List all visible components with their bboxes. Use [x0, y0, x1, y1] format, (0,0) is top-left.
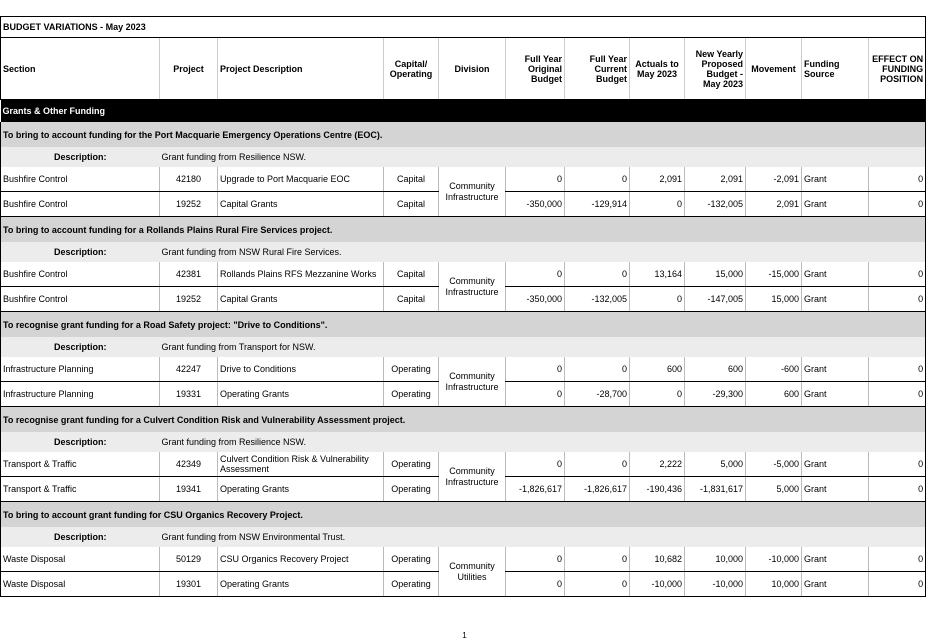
header-current-budget: Full Year Current Budget — [565, 38, 630, 100]
cell-division: Community Infrastructure — [439, 357, 506, 407]
cell-description: CSU Organics Recovery Project — [218, 547, 384, 572]
group-description: Grant funding from NSW Environmental Trust. — [160, 527, 926, 547]
cell-capital-operating: Operating — [384, 477, 439, 502]
cell-actuals: 2,222 — [630, 452, 685, 477]
cell-proposed-budget: 5,000 — [685, 452, 746, 477]
group-description-row — [1, 147, 926, 167]
cell-capital-operating: Operating — [384, 572, 439, 597]
cell-section: Transport & Traffic — [1, 477, 160, 502]
budget-variations-table — [0, 16, 926, 597]
cell-actuals: 600 — [630, 357, 685, 382]
cell-section: Bushfire Control — [1, 287, 160, 312]
cell-funding-source: Grant — [802, 262, 869, 287]
cell-description: Culvert Condition Risk & Vulnerability Assessment — [218, 452, 384, 477]
cell-original-budget: -1,826,617 — [506, 477, 565, 502]
cell-description: Operating Grants — [218, 477, 384, 502]
cell-current-budget: -28,700 — [565, 382, 630, 407]
cell-capital-operating: Operating — [384, 357, 439, 382]
title-row — [1, 17, 926, 38]
cell-project: 42349 — [160, 452, 218, 477]
description-label: Description: — [1, 337, 160, 357]
cell-movement: 2,091 — [746, 192, 802, 217]
cell-movement: 15,000 — [746, 287, 802, 312]
group-description: Grant funding from Resilience NSW. — [160, 432, 926, 452]
cell-original-budget: 0 — [506, 167, 565, 192]
cell-funding-source: Grant — [802, 382, 869, 407]
header-section: Section — [1, 38, 160, 100]
cell-proposed-budget: -1,831,617 — [685, 477, 746, 502]
cell-division: Community Utilities — [439, 547, 506, 597]
header-capital-operating: Capital/ Operating — [384, 38, 439, 100]
group-description-row — [1, 337, 926, 357]
table-row — [1, 547, 926, 572]
cell-effect: 0 — [869, 192, 926, 217]
table-row — [1, 262, 926, 287]
cell-effect: 0 — [869, 547, 926, 572]
group-heading: To recognise grant funding for a Culvert Condition Risk and Vulnerability Assessment project. — [1, 407, 926, 433]
description-label: Description: — [1, 242, 160, 262]
table-row — [1, 167, 926, 192]
group-heading: To bring to account funding for a Rollands Plains Rural Fire Services project. — [1, 217, 926, 243]
section-row — [1, 100, 926, 123]
cell-current-budget: -1,826,617 — [565, 477, 630, 502]
cell-capital-operating: Capital — [384, 287, 439, 312]
cell-original-budget: -350,000 — [506, 287, 565, 312]
header-movement: Movement — [746, 38, 802, 100]
cell-project: 19252 — [160, 287, 218, 312]
cell-section: Transport & Traffic — [1, 452, 160, 477]
cell-project: 19301 — [160, 572, 218, 597]
cell-original-budget: 0 — [506, 452, 565, 477]
cell-section: Waste Disposal — [1, 547, 160, 572]
cell-movement: -15,000 — [746, 262, 802, 287]
cell-project: 42180 — [160, 167, 218, 192]
cell-section: Bushfire Control — [1, 262, 160, 287]
cell-effect: 0 — [869, 477, 926, 502]
header-description: Project Description — [218, 38, 384, 100]
cell-funding-source: Grant — [802, 167, 869, 192]
cell-actuals: 10,682 — [630, 547, 685, 572]
cell-actuals: 13,164 — [630, 262, 685, 287]
cell-movement: 600 — [746, 382, 802, 407]
page-title: BUDGET VARIATIONS - May 2023 — [1, 17, 926, 38]
description-label: Description: — [1, 527, 160, 547]
cell-project: 19252 — [160, 192, 218, 217]
cell-description: Upgrade to Port Macquarie EOC — [218, 167, 384, 192]
cell-movement: -10,000 — [746, 547, 802, 572]
header-funding-source: Funding Source — [802, 38, 869, 100]
group-heading: To bring to account funding for the Port Macquarie Emergency Operations Centre (EOC). — [1, 122, 926, 147]
cell-division: Community Infrastructure — [439, 167, 506, 217]
header-actuals: Actuals to May 2023 — [630, 38, 685, 100]
cell-description: Capital Grants — [218, 192, 384, 217]
cell-project: 42247 — [160, 357, 218, 382]
header-project: Project — [160, 38, 218, 100]
page-number: 1 — [462, 631, 467, 640]
cell-proposed-budget: -132,005 — [685, 192, 746, 217]
cell-effect: 0 — [869, 262, 926, 287]
cell-actuals: 0 — [630, 192, 685, 217]
cell-funding-source: Grant — [802, 357, 869, 382]
description-label: Description: — [1, 432, 160, 452]
cell-proposed-budget: -147,005 — [685, 287, 746, 312]
cell-proposed-budget: 600 — [685, 357, 746, 382]
group-description-row — [1, 242, 926, 262]
cell-section: Bushfire Control — [1, 167, 160, 192]
group-description: Grant funding from Transport for NSW. — [160, 337, 926, 357]
cell-section: Infrastructure Planning — [1, 382, 160, 407]
group-heading-row — [1, 122, 926, 147]
cell-capital-operating: Capital — [384, 192, 439, 217]
cell-original-budget: -350,000 — [506, 192, 565, 217]
cell-current-budget: 0 — [565, 572, 630, 597]
cell-current-budget: 0 — [565, 262, 630, 287]
cell-effect: 0 — [869, 357, 926, 382]
section-title: Grants & Other Funding — [1, 100, 926, 123]
cell-funding-source: Grant — [802, 547, 869, 572]
cell-original-budget: 0 — [506, 382, 565, 407]
cell-capital-operating: Operating — [384, 547, 439, 572]
group-heading-row — [1, 502, 926, 528]
cell-actuals: -10,000 — [630, 572, 685, 597]
cell-proposed-budget: 15,000 — [685, 262, 746, 287]
header-original-budget: Full Year Original Budget — [506, 38, 565, 100]
header-proposed-budget: New Yearly Proposed Budget - May 2023 — [685, 38, 746, 100]
cell-description: Capital Grants — [218, 287, 384, 312]
cell-division: Community Infrastructure — [439, 452, 506, 502]
cell-proposed-budget: -29,300 — [685, 382, 746, 407]
cell-description: Drive to Conditions — [218, 357, 384, 382]
cell-effect: 0 — [869, 452, 926, 477]
description-label: Description: — [1, 147, 160, 167]
header-row — [1, 38, 926, 100]
cell-actuals: 0 — [630, 287, 685, 312]
cell-original-budget: 0 — [506, 547, 565, 572]
cell-original-budget: 0 — [506, 357, 565, 382]
cell-section: Bushfire Control — [1, 192, 160, 217]
group-description-row — [1, 432, 926, 452]
cell-original-budget: 0 — [506, 572, 565, 597]
cell-actuals: 0 — [630, 382, 685, 407]
table-row — [1, 452, 926, 477]
cell-project: 42381 — [160, 262, 218, 287]
cell-movement: -600 — [746, 357, 802, 382]
cell-funding-source: Grant — [802, 452, 869, 477]
group-heading-row — [1, 217, 926, 243]
cell-capital-operating: Capital — [384, 167, 439, 192]
cell-original-budget: 0 — [506, 262, 565, 287]
cell-movement: 10,000 — [746, 572, 802, 597]
cell-proposed-budget: 10,000 — [685, 547, 746, 572]
cell-proposed-budget: 2,091 — [685, 167, 746, 192]
cell-effect: 0 — [869, 382, 926, 407]
cell-project: 19331 — [160, 382, 218, 407]
cell-project: 19341 — [160, 477, 218, 502]
header-division: Division — [439, 38, 506, 100]
cell-project: 50129 — [160, 547, 218, 572]
cell-current-budget: -129,914 — [565, 192, 630, 217]
group-heading: To recognise grant funding for a Road Safety project: "Drive to Conditions". — [1, 312, 926, 338]
group-description-row — [1, 527, 926, 547]
group-description: Grant funding from Resilience NSW. — [160, 147, 926, 167]
table-row — [1, 357, 926, 382]
cell-capital-operating: Operating — [384, 452, 439, 477]
cell-movement: 5,000 — [746, 477, 802, 502]
cell-movement: -5,000 — [746, 452, 802, 477]
cell-effect: 0 — [869, 167, 926, 192]
cell-description: Rollands Plains RFS Mezzanine Works — [218, 262, 384, 287]
group-heading: To bring to account grant funding for CSU Organics Recovery Project. — [1, 502, 926, 528]
cell-funding-source: Grant — [802, 572, 869, 597]
cell-actuals: -190,436 — [630, 477, 685, 502]
header-effect: EFFECT ON FUNDING POSITION — [869, 38, 926, 100]
cell-effect: 0 — [869, 572, 926, 597]
cell-current-budget: 0 — [565, 452, 630, 477]
cell-capital-operating: Capital — [384, 262, 439, 287]
cell-funding-source: Grant — [802, 287, 869, 312]
cell-proposed-budget: -10,000 — [685, 572, 746, 597]
cell-movement: -2,091 — [746, 167, 802, 192]
cell-current-budget: -132,005 — [565, 287, 630, 312]
cell-current-budget: 0 — [565, 547, 630, 572]
cell-section: Waste Disposal — [1, 572, 160, 597]
cell-current-budget: 0 — [565, 167, 630, 192]
cell-section: Infrastructure Planning — [1, 357, 160, 382]
cell-effect: 0 — [869, 287, 926, 312]
group-heading-row — [1, 407, 926, 433]
cell-current-budget: 0 — [565, 357, 630, 382]
group-heading-row — [1, 312, 926, 338]
cell-funding-source: Grant — [802, 192, 869, 217]
cell-capital-operating: Operating — [384, 382, 439, 407]
cell-description: Operating Grants — [218, 382, 384, 407]
group-description: Grant funding from NSW Rural Fire Services. — [160, 242, 926, 262]
cell-funding-source: Grant — [802, 477, 869, 502]
cell-division: Community Infrastructure — [439, 262, 506, 312]
cell-actuals: 2,091 — [630, 167, 685, 192]
cell-description: Operating Grants — [218, 572, 384, 597]
